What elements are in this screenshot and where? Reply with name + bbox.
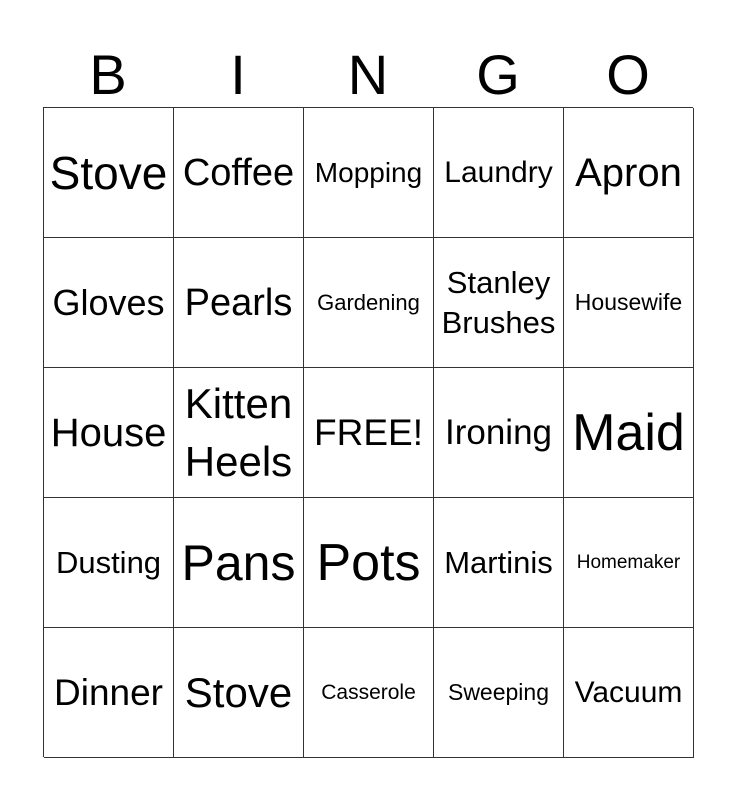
bingo-header [43,42,693,108]
bingo-cell[interactable] [44,368,174,498]
cell-text: Gloves [52,281,165,323]
bingo-cell[interactable] [174,108,304,238]
cell-text: Homemaker [576,552,681,573]
bingo-cell[interactable] [564,368,694,498]
header-letter-n: N [347,43,389,106]
bingo-cell[interactable] [174,368,304,498]
cell-text: Ironing [444,413,553,452]
cell-text: Martinis [444,545,553,580]
bingo-cell[interactable] [44,238,174,368]
cell-text: Laundry [444,155,553,189]
bingo-cell[interactable] [564,238,694,368]
header-letter-o: O [606,43,650,106]
cell-text: Dinner [54,672,163,713]
bingo-cell[interactable] [564,498,694,628]
cell-text: Vacuum [574,675,683,709]
cell-text: Pots [316,533,421,592]
cell-text: Gardening [317,289,420,315]
bingo-cell[interactable] [174,628,304,758]
cell-text: Mopping [314,156,423,188]
cell-text: Apron [575,150,682,195]
cell-text: Sweeping [447,679,550,705]
bingo-cell[interactable] [174,498,304,628]
bingo-cell[interactable] [564,108,694,238]
bingo-cell[interactable] [304,628,434,758]
cell-text: House [50,410,167,455]
bingo-cell[interactable] [304,108,434,238]
cell-text: Pans [181,534,296,591]
cell-text: Stanley Brushes [441,264,556,340]
cell-text: FREE! [314,412,423,453]
bingo-cell[interactable] [304,238,434,368]
bingo-cell[interactable] [434,368,564,498]
cell-text: Housewife [574,289,683,315]
cell-text: Kitten Heels [184,379,293,485]
bingo-card-grid [43,107,693,757]
free-space-cell[interactable] [304,368,434,498]
bingo-cell[interactable] [434,628,564,758]
bingo-cell[interactable] [304,498,434,628]
cell-text: Coffee [182,151,295,194]
bingo-cell[interactable] [434,238,564,368]
bingo-cell[interactable] [44,498,174,628]
header-letter-g: G [476,43,520,106]
bingo-cell[interactable] [564,628,694,758]
header-letter-b: B [89,43,127,106]
bingo-cell[interactable] [434,498,564,628]
cell-text: Casserole [321,681,416,704]
cell-text: Stove [184,668,293,716]
cell-text: Stove [49,146,168,199]
bingo-cell[interactable] [174,238,304,368]
header-letter-i: I [230,43,246,106]
cell-text: Maid [572,403,685,462]
bingo-cell[interactable] [434,108,564,238]
cell-text: Pearls [184,281,293,324]
bingo-cell[interactable] [44,108,174,238]
cell-text: Dusting [55,545,162,580]
bingo-cell[interactable] [44,628,174,758]
